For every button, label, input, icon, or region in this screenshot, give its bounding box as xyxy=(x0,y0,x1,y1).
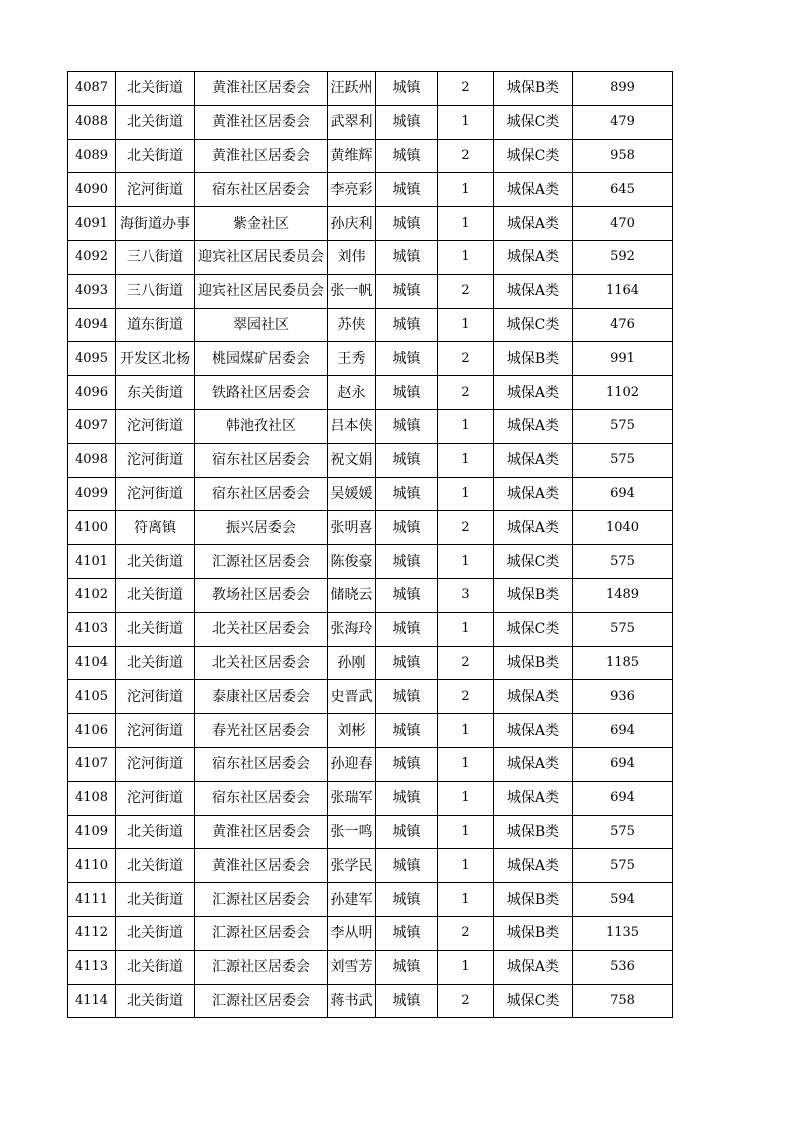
cell-amount: 694 xyxy=(573,714,673,748)
cell-street: 北关街道 xyxy=(116,612,195,646)
cell-category: 城保B类 xyxy=(494,916,573,950)
cell-category: 城保A类 xyxy=(494,240,573,274)
table-row xyxy=(68,342,673,376)
cell-street: 沱河街道 xyxy=(116,173,195,207)
cell-id: 4100 xyxy=(68,511,116,545)
cell-name: 张一鸣 xyxy=(328,815,376,849)
cell-community: 黄淮社区居委会 xyxy=(195,815,328,849)
table-row xyxy=(68,308,673,342)
cell-household-count: 2 xyxy=(438,511,494,545)
cell-amount: 1185 xyxy=(573,646,673,680)
table-row xyxy=(68,207,673,241)
cell-id: 4110 xyxy=(68,849,116,883)
cell-category: 城保C类 xyxy=(494,984,573,1018)
cell-street: 北关街道 xyxy=(116,916,195,950)
cell-amount: 592 xyxy=(573,240,673,274)
cell-area: 城镇 xyxy=(376,578,438,612)
cell-area: 城镇 xyxy=(376,747,438,781)
cell-category: 城保A类 xyxy=(494,511,573,545)
cell-name: 孙刚 xyxy=(328,646,376,680)
cell-category: 城保B类 xyxy=(494,815,573,849)
cell-id: 4112 xyxy=(68,916,116,950)
cell-community: 桃园煤矿居委会 xyxy=(195,342,328,376)
cell-area: 城镇 xyxy=(376,714,438,748)
cell-street: 沱河街道 xyxy=(116,714,195,748)
table-row xyxy=(68,72,673,106)
cell-name: 孙庆利 xyxy=(328,207,376,241)
cell-area: 城镇 xyxy=(376,680,438,714)
cell-amount: 1040 xyxy=(573,511,673,545)
cell-amount: 1489 xyxy=(573,578,673,612)
table-row xyxy=(68,139,673,173)
cell-community: 北关社区居委会 xyxy=(195,612,328,646)
cell-street: 海街道办事 xyxy=(116,207,195,241)
cell-area: 城镇 xyxy=(376,984,438,1018)
cell-area: 城镇 xyxy=(376,342,438,376)
cell-id: 4090 xyxy=(68,173,116,207)
cell-household-count: 1 xyxy=(438,545,494,579)
table-row xyxy=(68,409,673,443)
cell-category: 城保B类 xyxy=(494,342,573,376)
cell-name: 吕本侠 xyxy=(328,409,376,443)
cell-street: 沱河街道 xyxy=(116,747,195,781)
table-row xyxy=(68,680,673,714)
cell-category: 城保A类 xyxy=(494,409,573,443)
table-row xyxy=(68,781,673,815)
cell-street: 北关街道 xyxy=(116,815,195,849)
table-row xyxy=(68,950,673,984)
cell-amount: 694 xyxy=(573,747,673,781)
cell-area: 城镇 xyxy=(376,781,438,815)
cell-area: 城镇 xyxy=(376,173,438,207)
cell-street: 三八街道 xyxy=(116,240,195,274)
cell-street: 北关街道 xyxy=(116,72,195,106)
cell-area: 城镇 xyxy=(376,950,438,984)
cell-amount: 958 xyxy=(573,139,673,173)
cell-street: 沱河街道 xyxy=(116,477,195,511)
cell-household-count: 2 xyxy=(438,984,494,1018)
cell-id: 4113 xyxy=(68,950,116,984)
table-row xyxy=(68,443,673,477)
cell-amount: 936 xyxy=(573,680,673,714)
cell-name: 张明喜 xyxy=(328,511,376,545)
cell-household-count: 2 xyxy=(438,72,494,106)
cell-household-count: 2 xyxy=(438,680,494,714)
cell-id: 4091 xyxy=(68,207,116,241)
cell-name: 张瑞军 xyxy=(328,781,376,815)
cell-street: 沱河街道 xyxy=(116,680,195,714)
cell-household-count: 1 xyxy=(438,240,494,274)
cell-street: 北关街道 xyxy=(116,950,195,984)
cell-name: 陈俊豪 xyxy=(328,545,376,579)
cell-community: 汇源社区居委会 xyxy=(195,883,328,917)
cell-name: 吴媛媛 xyxy=(328,477,376,511)
table-row xyxy=(68,646,673,680)
cell-area: 城镇 xyxy=(376,815,438,849)
cell-community: 黄淮社区居委会 xyxy=(195,105,328,139)
cell-category: 城保A类 xyxy=(494,443,573,477)
cell-area: 城镇 xyxy=(376,883,438,917)
cell-area: 城镇 xyxy=(376,72,438,106)
cell-community: 黄淮社区居委会 xyxy=(195,849,328,883)
cell-category: 城保C类 xyxy=(494,308,573,342)
cell-id: 4087 xyxy=(68,72,116,106)
cell-amount: 1135 xyxy=(573,916,673,950)
cell-id: 4103 xyxy=(68,612,116,646)
cell-id: 4104 xyxy=(68,646,116,680)
cell-area: 城镇 xyxy=(376,545,438,579)
cell-area: 城镇 xyxy=(376,612,438,646)
cell-name: 武翠利 xyxy=(328,105,376,139)
cell-id: 4092 xyxy=(68,240,116,274)
cell-household-count: 3 xyxy=(438,578,494,612)
cell-area: 城镇 xyxy=(376,308,438,342)
table-row xyxy=(68,477,673,511)
cell-household-count: 1 xyxy=(438,443,494,477)
cell-id: 4101 xyxy=(68,545,116,579)
cell-street: 符离镇 xyxy=(116,511,195,545)
cell-name: 黄维辉 xyxy=(328,139,376,173)
cell-amount: 758 xyxy=(573,984,673,1018)
cell-id: 4099 xyxy=(68,477,116,511)
cell-category: 城保C类 xyxy=(494,612,573,646)
cell-id: 4089 xyxy=(68,139,116,173)
cell-id: 4096 xyxy=(68,376,116,410)
cell-community: 北关社区居委会 xyxy=(195,646,328,680)
table-row xyxy=(68,916,673,950)
cell-amount: 694 xyxy=(573,477,673,511)
cell-category: 城保A类 xyxy=(494,680,573,714)
cell-street: 北关街道 xyxy=(116,105,195,139)
table-row xyxy=(68,883,673,917)
cell-household-count: 1 xyxy=(438,409,494,443)
cell-amount: 575 xyxy=(573,443,673,477)
cell-community: 汇源社区居委会 xyxy=(195,545,328,579)
cell-community: 宿东社区居委会 xyxy=(195,173,328,207)
cell-community: 汇源社区居委会 xyxy=(195,984,328,1018)
cell-amount: 991 xyxy=(573,342,673,376)
cell-name: 李从明 xyxy=(328,916,376,950)
cell-community: 铁路社区居委会 xyxy=(195,376,328,410)
cell-name: 祝文娟 xyxy=(328,443,376,477)
cell-category: 城保B类 xyxy=(494,578,573,612)
table-row xyxy=(68,612,673,646)
cell-id: 4095 xyxy=(68,342,116,376)
cell-amount: 594 xyxy=(573,883,673,917)
table-row xyxy=(68,714,673,748)
table-row xyxy=(68,240,673,274)
cell-area: 城镇 xyxy=(376,849,438,883)
cell-category: 城保B类 xyxy=(494,883,573,917)
table-row xyxy=(68,173,673,207)
cell-street: 北关街道 xyxy=(116,139,195,173)
cell-community: 汇源社区居委会 xyxy=(195,916,328,950)
cell-name: 张海玲 xyxy=(328,612,376,646)
cell-household-count: 1 xyxy=(438,612,494,646)
table-body xyxy=(68,72,673,1018)
cell-category: 城保A类 xyxy=(494,477,573,511)
records-table xyxy=(67,71,673,1018)
cell-amount: 536 xyxy=(573,950,673,984)
cell-household-count: 2 xyxy=(438,646,494,680)
cell-street: 沱河街道 xyxy=(116,781,195,815)
cell-amount: 1102 xyxy=(573,376,673,410)
cell-id: 4098 xyxy=(68,443,116,477)
cell-household-count: 2 xyxy=(438,342,494,376)
cell-category: 城保A类 xyxy=(494,173,573,207)
cell-community: 黄淮社区居委会 xyxy=(195,72,328,106)
cell-community: 教场社区居委会 xyxy=(195,578,328,612)
cell-name: 储晓云 xyxy=(328,578,376,612)
cell-id: 4109 xyxy=(68,815,116,849)
cell-community: 宿东社区居委会 xyxy=(195,747,328,781)
cell-household-count: 1 xyxy=(438,207,494,241)
cell-amount: 575 xyxy=(573,545,673,579)
cell-name: 张一帆 xyxy=(328,274,376,308)
cell-community: 振兴居委会 xyxy=(195,511,328,545)
cell-community: 泰康社区居委会 xyxy=(195,680,328,714)
cell-street: 北关街道 xyxy=(116,578,195,612)
cell-category: 城保B类 xyxy=(494,72,573,106)
table-row xyxy=(68,511,673,545)
cell-name: 张学民 xyxy=(328,849,376,883)
cell-household-count: 1 xyxy=(438,883,494,917)
cell-household-count: 2 xyxy=(438,139,494,173)
cell-amount: 575 xyxy=(573,815,673,849)
cell-area: 城镇 xyxy=(376,443,438,477)
cell-name: 蒋书武 xyxy=(328,984,376,1018)
cell-area: 城镇 xyxy=(376,240,438,274)
cell-category: 城保A类 xyxy=(494,781,573,815)
cell-amount: 575 xyxy=(573,612,673,646)
cell-area: 城镇 xyxy=(376,376,438,410)
cell-community: 黄淮社区居委会 xyxy=(195,139,328,173)
cell-street: 东关街道 xyxy=(116,376,195,410)
cell-area: 城镇 xyxy=(376,409,438,443)
cell-id: 4111 xyxy=(68,883,116,917)
cell-amount: 645 xyxy=(573,173,673,207)
cell-amount: 575 xyxy=(573,849,673,883)
cell-street: 北关街道 xyxy=(116,849,195,883)
cell-household-count: 1 xyxy=(438,308,494,342)
cell-household-count: 1 xyxy=(438,950,494,984)
cell-category: 城保C类 xyxy=(494,545,573,579)
cell-amount: 470 xyxy=(573,207,673,241)
cell-id: 4106 xyxy=(68,714,116,748)
cell-id: 4105 xyxy=(68,680,116,714)
cell-name: 孙迎春 xyxy=(328,747,376,781)
cell-category: 城保A类 xyxy=(494,274,573,308)
cell-area: 城镇 xyxy=(376,916,438,950)
cell-community: 春光社区居委会 xyxy=(195,714,328,748)
cell-community: 紫金社区 xyxy=(195,207,328,241)
cell-category: 城保A类 xyxy=(494,747,573,781)
cell-category: 城保A类 xyxy=(494,207,573,241)
cell-area: 城镇 xyxy=(376,477,438,511)
cell-street: 北关街道 xyxy=(116,545,195,579)
cell-name: 刘雪芳 xyxy=(328,950,376,984)
table-row xyxy=(68,849,673,883)
cell-street: 开发区北杨 xyxy=(116,342,195,376)
cell-amount: 1164 xyxy=(573,274,673,308)
cell-area: 城镇 xyxy=(376,511,438,545)
cell-amount: 899 xyxy=(573,72,673,106)
cell-community: 迎宾社区居民委员会 xyxy=(195,240,328,274)
cell-household-count: 2 xyxy=(438,376,494,410)
cell-id: 4088 xyxy=(68,105,116,139)
cell-area: 城镇 xyxy=(376,207,438,241)
cell-id: 4114 xyxy=(68,984,116,1018)
cell-household-count: 1 xyxy=(438,849,494,883)
table-row xyxy=(68,578,673,612)
cell-street: 沱河街道 xyxy=(116,409,195,443)
cell-amount: 575 xyxy=(573,409,673,443)
cell-name: 汪跃州 xyxy=(328,72,376,106)
table-row xyxy=(68,105,673,139)
cell-name: 苏侠 xyxy=(328,308,376,342)
cell-category: 城保B类 xyxy=(494,646,573,680)
cell-name: 史晋武 xyxy=(328,680,376,714)
table-row xyxy=(68,545,673,579)
cell-area: 城镇 xyxy=(376,646,438,680)
cell-street: 道东街道 xyxy=(116,308,195,342)
cell-name: 刘彬 xyxy=(328,714,376,748)
cell-community: 宿东社区居委会 xyxy=(195,443,328,477)
cell-household-count: 2 xyxy=(438,274,494,308)
table-row xyxy=(68,815,673,849)
cell-area: 城镇 xyxy=(376,105,438,139)
cell-community: 宿东社区居委会 xyxy=(195,477,328,511)
cell-area: 城镇 xyxy=(376,139,438,173)
cell-household-count: 1 xyxy=(438,815,494,849)
cell-street: 北关街道 xyxy=(116,883,195,917)
cell-name: 李亮彩 xyxy=(328,173,376,207)
cell-street: 三八街道 xyxy=(116,274,195,308)
cell-id: 4093 xyxy=(68,274,116,308)
cell-household-count: 2 xyxy=(438,916,494,950)
cell-amount: 476 xyxy=(573,308,673,342)
cell-household-count: 1 xyxy=(438,781,494,815)
cell-community: 韩池孜社区 xyxy=(195,409,328,443)
cell-category: 城保A类 xyxy=(494,376,573,410)
cell-name: 赵永 xyxy=(328,376,376,410)
cell-name: 王秀 xyxy=(328,342,376,376)
cell-household-count: 1 xyxy=(438,714,494,748)
cell-category: 城保A类 xyxy=(494,950,573,984)
table-row xyxy=(68,376,673,410)
table-row xyxy=(68,984,673,1018)
cell-category: 城保A类 xyxy=(494,714,573,748)
cell-amount: 479 xyxy=(573,105,673,139)
cell-community: 迎宾社区居民委员会 xyxy=(195,274,328,308)
cell-household-count: 1 xyxy=(438,477,494,511)
cell-community: 翠园社区 xyxy=(195,308,328,342)
cell-street: 北关街道 xyxy=(116,984,195,1018)
cell-id: 4102 xyxy=(68,578,116,612)
cell-id: 4094 xyxy=(68,308,116,342)
cell-household-count: 1 xyxy=(438,747,494,781)
cell-category: 城保C类 xyxy=(494,139,573,173)
cell-community: 宿东社区居委会 xyxy=(195,781,328,815)
cell-id: 4107 xyxy=(68,747,116,781)
cell-category: 城保A类 xyxy=(494,849,573,883)
cell-community: 汇源社区居委会 xyxy=(195,950,328,984)
cell-name: 孙建军 xyxy=(328,883,376,917)
cell-category: 城保C类 xyxy=(494,105,573,139)
cell-street: 北关街道 xyxy=(116,646,195,680)
table-row xyxy=(68,274,673,308)
table-row xyxy=(68,747,673,781)
cell-household-count: 1 xyxy=(438,173,494,207)
cell-id: 4108 xyxy=(68,781,116,815)
cell-household-count: 1 xyxy=(438,105,494,139)
cell-street: 沱河街道 xyxy=(116,443,195,477)
cell-area: 城镇 xyxy=(376,274,438,308)
cell-name: 刘伟 xyxy=(328,240,376,274)
cell-amount: 694 xyxy=(573,781,673,815)
cell-id: 4097 xyxy=(68,409,116,443)
